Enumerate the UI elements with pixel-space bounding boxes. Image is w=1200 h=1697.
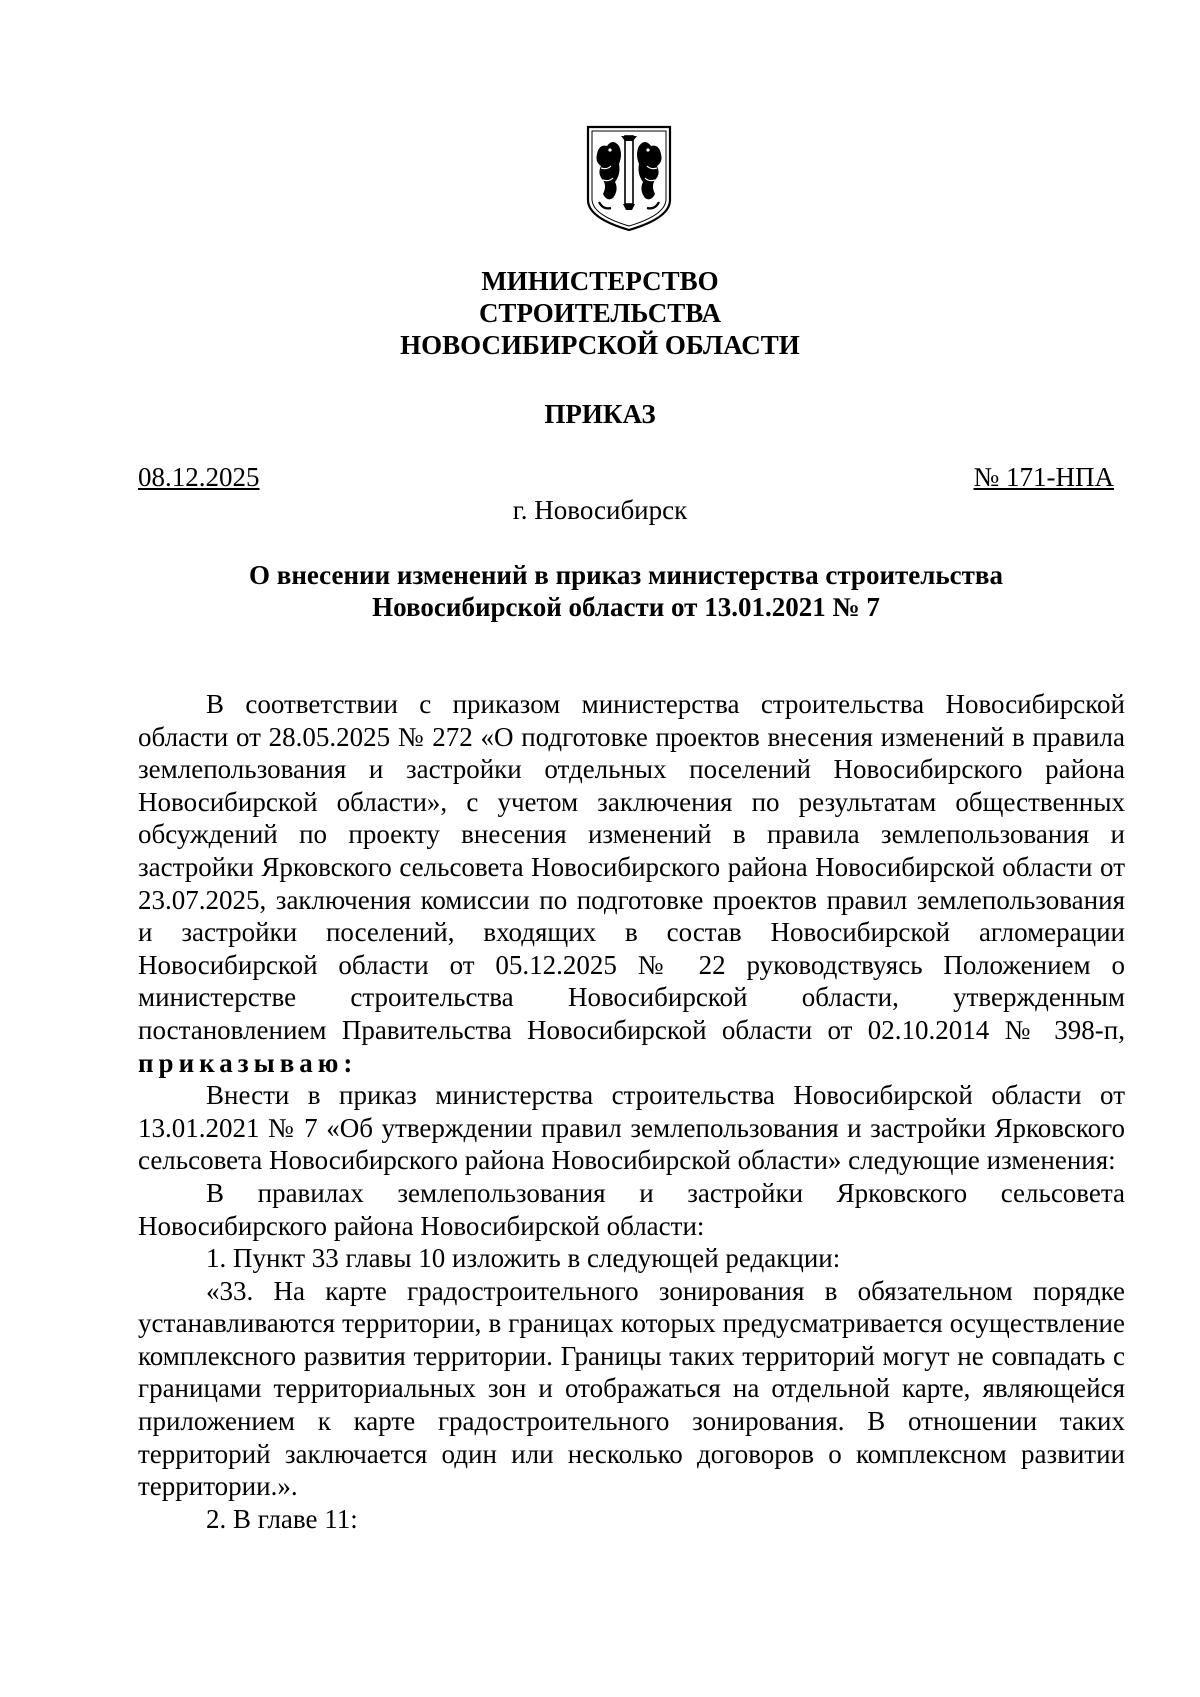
body-paragraph: 2. В главе 11:	[206, 1503, 358, 1534]
body-paragraph: «33. На карте градостроительного зонирования в обязательном порядке устанавливаются территории, в границах которых предусматривается осуществление комплексного развития территории. Границы таких территорий могут не совпадать с границами территориальных зон и отображаться на отдельной карте, являющейся приложением к карте градостроительного зонирования. В отношении таких территорий заключается один или несколько договоров о комплексном развитии территории.».	[138, 1275, 1125, 1502]
body-paragraph	[138, 688, 1125, 1079]
coat-of-arms-icon	[585, 124, 673, 234]
ministry-name-line-3: НОВОСИБИРСКОЙ ОБЛАСТИ	[400, 330, 800, 360]
body-paragraph-text: В соответствии с приказом министерства строительства Новосибирской области от 28.05.2025 № 272 «О подготовке проектов внесения изменений в правила землепользования и застройки отдельных поселений Новосибирского района Новосибирской области», с учетом заключения по результатам общественных обсуждений по проекту внесения изменений в правила землепользования и застройки Ярковского сельсовета Новосибирского района Новосибирской области от 23.07.2025, заключения комиссии по подготовке проектов правил землепользования и застройки поселений, входящих в состав Новосибирской агломерации Новосибирской области от 05.12.2025 № 22 руководствуясь Положением о министерстве строительства Новосибирской области, утвержденным постановлением Правительства Новосибирской области от 02.10.2014 № 398-п,	[138, 689, 1125, 1045]
document-subject-line-2: Новосибирской области от 13.01.2021 № 7	[372, 592, 880, 622]
body-paragraph: В правилах землепользования и застройки Ярковского сельсовета Новосибирского района Новосибирской области:	[138, 1177, 1125, 1241]
document-number: № 171-НПА	[973, 462, 1114, 492]
order-command: приказываю:	[138, 1047, 358, 1078]
body-paragraph: 1. Пункт 33 главы 10 изложить в следующей редакции:	[206, 1243, 841, 1274]
document-subject-line-1: О внесении изменений в приказ министерства строительства	[248, 560, 1004, 590]
document-type-title: ПРИКАЗ	[544, 399, 656, 429]
document-subject	[138, 559, 1114, 623]
ministry-name	[0, 265, 1200, 361]
ministry-name-line-1: МИНИСТЕРСТВО	[481, 266, 719, 296]
body-paragraph: Внести в приказ министерства строительства Новосибирской области от 13.01.2021 № 7 «Об утверждении правил землепользования и застройки Ярковского сельсовета Новосибирского района Новосибирской области» следующие изменения:	[138, 1080, 1125, 1176]
ministry-name-line-2: СТРОИТЕЛЬСТВА	[478, 298, 722, 328]
document-city: г. Новосибирск	[512, 495, 688, 525]
document-body	[138, 688, 1125, 1535]
document-date: 08.12.2025	[138, 462, 260, 492]
